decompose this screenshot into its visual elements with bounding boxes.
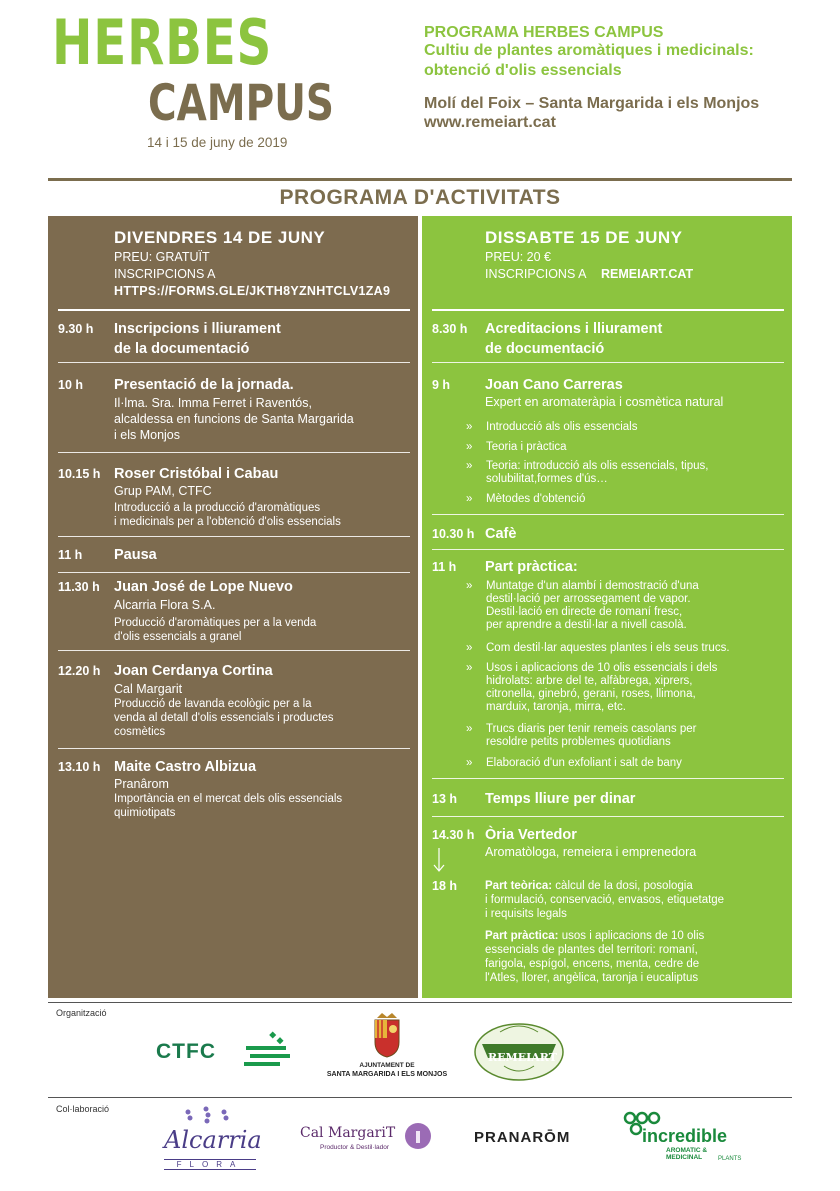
section-title: PROGRAMA D'ACTIVITATS bbox=[279, 186, 561, 209]
bullet-icon: » bbox=[466, 460, 473, 472]
entry-description: Introducció a la producció d'aromàtiques bbox=[114, 502, 321, 514]
entry-time: 13 h bbox=[432, 792, 458, 806]
friday-header-divider bbox=[58, 309, 410, 311]
footer-divider bbox=[48, 1097, 792, 1098]
ajuntament-logo bbox=[322, 1012, 452, 1084]
entry-title: Joan Cano Carreras bbox=[485, 377, 623, 393]
entry-title: Roser Cristóbal i Cabau bbox=[114, 466, 279, 482]
entry-time: 9.30 h bbox=[58, 322, 94, 336]
entry-subtitle: i els Monjos bbox=[114, 428, 180, 442]
alcarria-flora-logo: Alcarria FLORA bbox=[158, 1104, 258, 1172]
lavender-circle-icon bbox=[404, 1122, 432, 1150]
program-title: PROGRAMA HERBES CAMPUS bbox=[424, 24, 664, 41]
divider bbox=[58, 650, 410, 651]
incredible-logo: incredible AROMATIC & MEDICINAL PLANTS bbox=[622, 1110, 744, 1170]
saturday-column: DISSABTE 15 DE JUNY PREU: 20 € INSCRIPCIONS A REMEIART.CAT 8.30 h Acreditacions i lliurament de documentació 9 h Joan Cano Carreras Expert en aromateràpia i cosmètica natural » Introducció als olis essencials » Teoria i pràctica » Teoria: introducció als olis essencials, tipus, solubilitat,formes d'ús… » Mètodes d'obtenció 10.30 h Cafè 11 h Part pràctica: » Muntatge d'un alambí i demostració d'una destil·lació per arrossegament de vapor. Destil·lació en directe de romaní fresc, per aprendre a destil·lar a nivell casolà. » Com destil·lar aquestes plantes i els seus trucs. » Usos i aplicacions de 10 olis essencials i dels hidrolats: arbre del te, alfàbrega, xiprers, citronella, ginebró, gerani, roses, llimona, marduix, taronja, mirra, etc. » Trucs diaris per tenir remeis casolans per resoldre petits problemes quotidians » Elaboració d'un exfoliant i salt de bany 13 h Temps lliure per dinar 14.30 h Òria Vertedor Aromatòloga, remeiera i emprenedora 18 h Part teòrica: càlcul de la dosi, posologia i formulació, conservació, envasos, etiquetatge i requisits legals Part pràctica: usos i aplicacions de 10 olis essencials de plantes del territori: romaní, farigola, espígol, encens, menta, cedre de l'Atles, llorer, angèlica, taronja i eucaliptus bbox=[422, 216, 792, 998]
entry-description: farigola, espígol, encens, menta, cedre de bbox=[485, 958, 700, 970]
entry-description: l'Atles, llorer, angèlica, taronja i eucaliptus bbox=[485, 972, 699, 984]
divider bbox=[432, 514, 784, 515]
entry-time: 10.15 h bbox=[58, 467, 101, 481]
divider bbox=[58, 362, 410, 363]
saturday-price: PREU: 20 € bbox=[485, 250, 552, 264]
coat-of-arms-icon bbox=[372, 1012, 402, 1058]
bullet-icon: » bbox=[466, 421, 473, 433]
friday-title: DIVENDRES 14 DE JUNY bbox=[114, 228, 326, 247]
entry-title: Pausa bbox=[114, 547, 157, 563]
entry-title: Acreditacions i lliurament bbox=[485, 321, 663, 337]
event-dates: 14 i 15 de juny de 2019 bbox=[147, 135, 288, 150]
entry-title: Inscripcions i lliurament bbox=[114, 321, 281, 337]
logo-campus-word: CAMPUS bbox=[148, 74, 334, 132]
cal-margarit-logo: Cal MargariT Productor & Destil·lador bbox=[300, 1120, 434, 1160]
friday-price: PREU: GRATUÏT bbox=[114, 250, 210, 264]
divider bbox=[432, 362, 784, 363]
ajuntament-name: SANTA MARGARIDA I ELS MONJOS bbox=[326, 1071, 448, 1078]
entry-description: essencials de plantes del territori: romaní, bbox=[485, 944, 698, 956]
divider bbox=[58, 572, 410, 573]
entry-description: Part teòrica: càlcul de la dosi, posologia bbox=[485, 880, 693, 892]
ctfc-logo: CTFC bbox=[156, 1026, 296, 1078]
entry-description: Producció de lavanda ecològic per a la bbox=[114, 698, 312, 710]
remeiart-logo: REMEIART bbox=[470, 1018, 568, 1082]
entry-description: i medicinals per a l'obtenció d'olis essencials bbox=[114, 516, 341, 528]
entry-time: 11.30 h bbox=[58, 580, 100, 594]
pranarom-logo: PRANARŌM bbox=[474, 1129, 571, 1146]
entry-time: 13.10 h bbox=[58, 760, 101, 774]
entry-organization: Cal Margarit bbox=[114, 682, 183, 696]
entry-time: 10 h bbox=[58, 378, 84, 392]
entry-time: 10.30 h bbox=[432, 527, 475, 541]
entry-title: Part pràctica: bbox=[485, 559, 578, 575]
saturday-header-divider bbox=[432, 309, 784, 311]
entry-time: 11 h bbox=[432, 560, 457, 574]
entry-title: de la documentació bbox=[114, 341, 250, 357]
friday-column bbox=[48, 216, 418, 998]
logo-herbes-word: HERBES bbox=[52, 6, 273, 79]
entry-description: Importància en el mercat dels olis essencials bbox=[114, 793, 343, 805]
entry-description: d'olis essencials a granel bbox=[114, 631, 242, 643]
entry-description: venda al detall d'olis essencials i productes bbox=[114, 712, 334, 724]
header-divider bbox=[48, 178, 792, 181]
entry-time: 14.30 h bbox=[432, 828, 475, 842]
event-website-link[interactable]: www.remeiart.cat bbox=[424, 114, 556, 131]
entry-subtitle: Il·lma. Sra. Imma Ferret i Raventós, bbox=[114, 396, 312, 410]
entry-subtitle: alcaldessa en funcions de Santa Margarida bbox=[114, 412, 354, 426]
entry-time: 12.20 h bbox=[58, 664, 101, 678]
entry-organization: Grup PAM, CTFC bbox=[114, 484, 212, 498]
bullet-icon: » bbox=[466, 723, 473, 735]
ctfc-arrow-icon bbox=[242, 1030, 294, 1072]
entry-title: Maite Castro Albizua bbox=[114, 759, 257, 775]
entry-time: 11 h bbox=[58, 548, 83, 562]
bullet-icon: » bbox=[466, 580, 473, 592]
entry-description: i formulació, conservació, envasos, etiquetatge bbox=[485, 894, 725, 906]
divider bbox=[58, 536, 410, 537]
entry-title: Joan Cerdanya Cortina bbox=[114, 663, 273, 679]
collaboration-label: Col·laboració bbox=[56, 1104, 110, 1114]
bullet-icon: » bbox=[466, 441, 473, 453]
entry-organization: Expert en aromateràpia i cosmètica natural bbox=[485, 395, 724, 409]
divider bbox=[432, 816, 784, 817]
entry-time: 9 h bbox=[432, 378, 451, 392]
organization-label: Organització bbox=[56, 1008, 107, 1018]
footer-divider bbox=[48, 1002, 792, 1003]
divider bbox=[58, 452, 410, 453]
program-subtitle-line1: Cultiu de plantes aromàtiques i medicinals: bbox=[424, 42, 754, 59]
entry-description: cosmètics bbox=[114, 726, 166, 738]
friday-registration-link[interactable]: HTTPS://FORMS.GLE/JKTH8YZNHTCLV1ZA9 bbox=[114, 284, 391, 298]
entry-organization: Aromatòloga, remeiera i emprenedora bbox=[485, 845, 697, 859]
divider bbox=[432, 778, 784, 779]
down-arrow-icon bbox=[432, 848, 446, 874]
entry-description: quimiotipats bbox=[114, 807, 176, 819]
bullet-icon: » bbox=[466, 757, 473, 769]
entry-end-time: 18 h bbox=[432, 879, 458, 893]
bullet-icon: » bbox=[466, 662, 473, 674]
entry-time: 8.30 h bbox=[432, 322, 468, 336]
saturday-title: DISSABTE 15 DE JUNY bbox=[485, 228, 683, 247]
entry-organization: Pranârom bbox=[114, 777, 169, 791]
entry-title: de documentació bbox=[485, 341, 605, 357]
friday-registration-label: INSCRIPCIONS A bbox=[114, 267, 216, 281]
program-subtitle-line2: obtenció d'olis essencials bbox=[424, 62, 622, 79]
entry-description: Part pràctica: usos i aplicacions de 10 olis bbox=[485, 930, 705, 942]
entry-title: Òria Vertedor bbox=[485, 827, 577, 843]
ajuntament-label: AJUNTAMENT DE bbox=[359, 1062, 415, 1069]
divider bbox=[58, 748, 410, 749]
entry-description: i requisits legals bbox=[485, 908, 567, 920]
bullet-icon: » bbox=[466, 493, 473, 505]
entry-title: Temps lliure per dinar bbox=[485, 791, 636, 807]
entry-description: Producció d'aromàtiques per a la venda bbox=[114, 617, 317, 629]
divider bbox=[432, 549, 784, 550]
remeiart-badge-icon bbox=[470, 1018, 568, 1082]
saturday-registration-label: INSCRIPCIONS A bbox=[485, 267, 587, 281]
event-place: Molí del Foix – Santa Margarida i els Monjos bbox=[424, 95, 760, 112]
entry-title: Juan José de Lope Nuevo bbox=[114, 579, 293, 595]
entry-title: Cafè bbox=[485, 526, 517, 542]
entry-organization: Alcarria Flora S.A. bbox=[114, 598, 216, 612]
bullet-icon: » bbox=[466, 642, 473, 654]
saturday-registration-link[interactable]: REMEIART.CAT bbox=[601, 267, 694, 281]
entry-title: Presentació de la jornada. bbox=[114, 377, 294, 393]
